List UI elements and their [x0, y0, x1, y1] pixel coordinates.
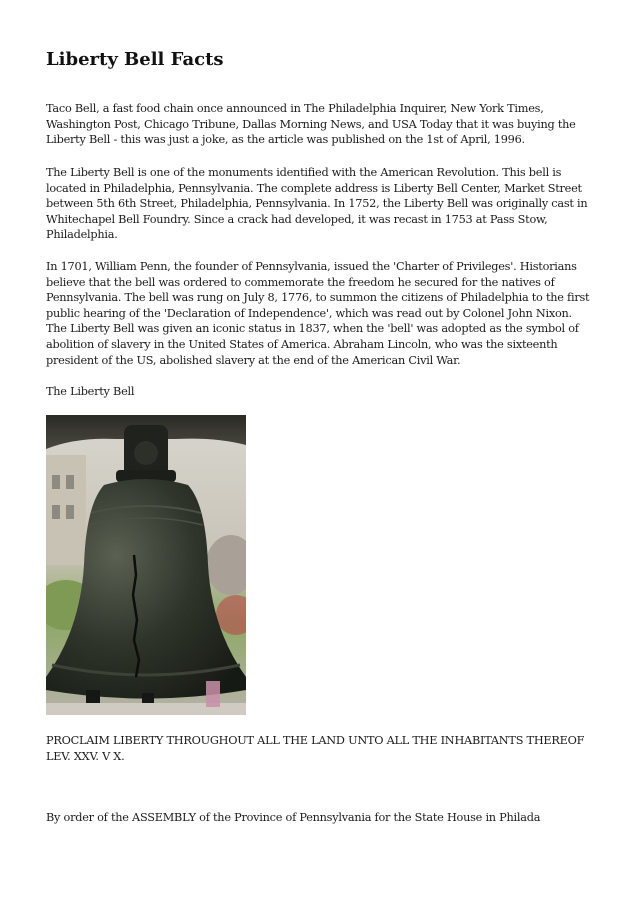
page-title: Liberty Bell Facts: [46, 49, 224, 70]
paragraph-taco-bell: Taco Bell, a fast food chain once announced in The Philadelphia Inquirer, New York Times, Washington Post, Chicago Tribune, Dallas Morning News, and USA Today that it was buying the Liberty Bell - this was just a joke, as the article was published on the 1st of April, 1996.: [46, 102, 576, 147]
bell-inscription: PROCLAIM LIBERTY THROUGHOUT ALL THE LAND UNTO ALL THE INHABITANTS THEREOF LEV. XXV. V X.: [46, 734, 585, 763]
liberty-bell-photo: [46, 415, 246, 715]
image-caption: The Liberty Bell: [46, 385, 135, 398]
assembly-order-line: By order of the ASSEMBLY of the Province of Pennsylvania for the State House in Philada: [46, 811, 541, 824]
paragraph-history: In 1701, William Penn, the founder of Pennsylvania, issued the 'Charter of Privileges'. Historians believe that the bell was ordered to commemorate the freedom he secured for the natives of Pennsylvania. The bell was rung on July 8, 1776, to summon the citizens of Philadelphia to the first public hearing of the 'Declaration of Independence', which was read out by Colonel John Nixon. The Liberty Bell was given an iconic status in 1837, when the 'bell' was adopted as the symbol of abolition of slavery in the United States of America. Abraham Lincoln, who was the sixteenth president of the US, abolished slavery at the end of the American Civil War.: [46, 260, 590, 367]
paragraph-location: The Liberty Bell is one of the monuments identified with the American Revolution. This bell is located in Philadelphia, Pennsylvania. The complete address is Liberty Bell Center, Market Street between 5th 6th Street, Philadelphia, Pennsylvania. In 1752, the Liberty Bell was originally cast in Whitechapel Bell Foundry. Since a crack had developed, it was recast in 1753 at Pass Stow, Philadelphia.: [46, 166, 588, 242]
